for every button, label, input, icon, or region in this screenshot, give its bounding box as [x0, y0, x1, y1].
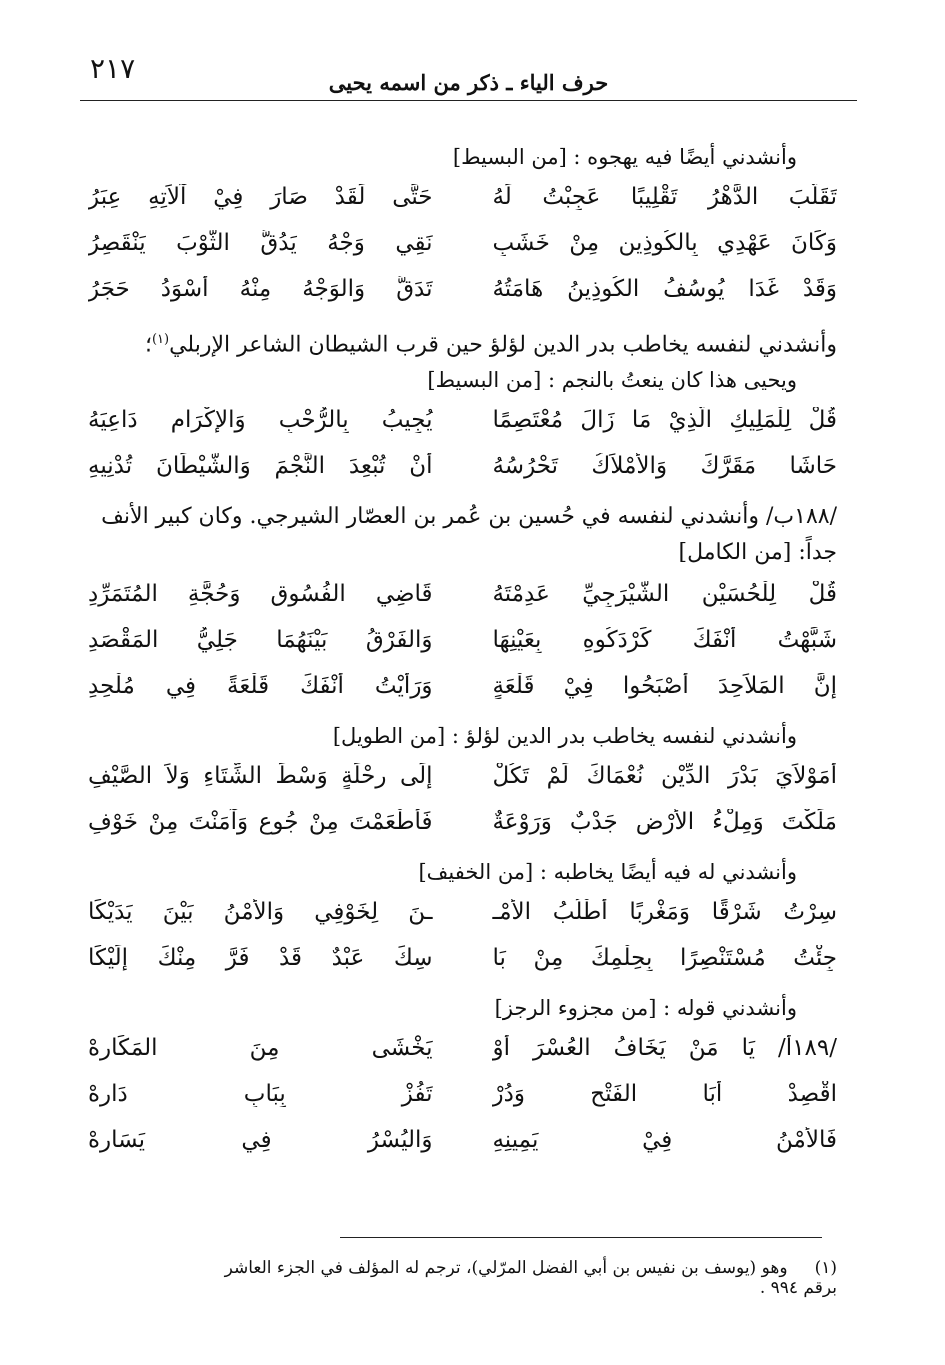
- verse-line: [88, 571, 837, 617]
- poem: [88, 174, 837, 312]
- prose-paragraph: [88, 499, 837, 571]
- block-spacer: [88, 845, 837, 855]
- poem: [88, 397, 837, 489]
- footnote-number: (١): [814, 1258, 837, 1278]
- verse-line: [88, 174, 837, 220]
- second-hemistich: فَأَطْعَمْتَ مِنْ جُوعٍ وَآمَنْتَ مِنْ خَوْفِ: [88, 809, 433, 836]
- verse-line: [88, 266, 837, 312]
- verse-line: [88, 753, 837, 799]
- second-hemistich: حَتَّى لَقَدْ صَارَ فِيْ آلاَتِهِ عِبَرُ: [88, 184, 433, 210]
- second-hemistich: يَخْشَى مِنَ المَكَارِهْ: [88, 1035, 433, 1062]
- second-hemistich: وَاليُسْرُ فِي يَسَارِهْ: [88, 1127, 433, 1154]
- verse-line: [88, 935, 837, 981]
- first-hemistich: قُلْ لِلْحُسَيْنِ الشَّيْرَجِيِّ عَدِمْتَهُ: [492, 581, 837, 608]
- second-hemistich: سِكَ عَبْدٌ قَدْ فَرَّ مِنْكَ إِلَيْكَا: [88, 945, 433, 972]
- footnote-divider: [340, 1237, 822, 1238]
- verse-line: [88, 443, 837, 489]
- block-spacer: [88, 489, 837, 499]
- second-hemistich: يُجِيبُ بِالرُّحْبِ وَالإِكْرَامِ دَاعِيَهُ: [88, 407, 433, 434]
- prose-paragraph: [88, 322, 837, 363]
- verse-line: [88, 617, 837, 663]
- second-hemistich: وَرَأَيْتُ أَنْفَكَ قَلْعَةً فِي مُلْحِدِ: [88, 673, 433, 700]
- first-hemistich: اقْصِدْ أَبَا الفَتْحِ وَدُرْ: [492, 1081, 837, 1108]
- first-hemistich: حَاشَا مَقَرَّكَ وَالأَمْلاَكُ تَحْرُسُهُ: [492, 453, 837, 480]
- paragraph-text: وأنشدني لنفسه يخاطب بدر الدين لؤلؤ حين قرب الشيطان الشاعر الإربلي: [169, 332, 837, 358]
- second-hemistich: أَنْ تُبْعِدَ النَّجْمَ وَالشَّيْطَانَ تُدْنِيهِ: [88, 453, 433, 480]
- first-hemistich: فَالأَمْنُ فِيْ يَمِينِهِ: [492, 1127, 837, 1154]
- first-hemistich: وَقَدْ غَدَا يُوسُفُ الكُوذِينُ هَامَتُهُ: [492, 276, 837, 302]
- verse-line: [88, 397, 837, 443]
- poem: [88, 889, 837, 981]
- poem-intro: ويحيى هذا كان ينعتُ بالنجم : [من البسيط]: [427, 368, 797, 393]
- second-hemistich: وَالفَرْقُ بَيْنَهُمَا جَلِيُّ المَقْصَدِ: [88, 627, 433, 654]
- second-hemistich: ـنَ لِخَوْفِي وَالأَمْنُ بَيْنَ يَدَيْكَا: [88, 899, 433, 926]
- poem: [88, 753, 837, 845]
- poem-intro: وأنشدني قوله : [من مجزوء الرجز]: [494, 996, 797, 1021]
- verse-line: [88, 663, 837, 709]
- page-number: ٢١٧: [90, 52, 136, 85]
- page-header: [80, 52, 857, 101]
- poem-intro: وأنشدني له فيه أيضًا يخاطبه : [من الخفيف]: [418, 860, 797, 885]
- poem-block: [88, 322, 837, 499]
- verse-line: [88, 1117, 837, 1163]
- verse-line: [88, 799, 837, 845]
- footnote-text: وهو (يوسف بن نفيس بن أبي الفضل المرّلي)، ترجم له المؤلف في الجزء العاشر برقم ٩٩٤ .: [224, 1258, 837, 1298]
- footnote-marker: (١): [151, 332, 170, 347]
- verse-line: [88, 889, 837, 935]
- first-hemistich: سِرْتُ شَرْقًا وَمَغْرِبًا أَطْلُبُ الأَمْـ: [492, 899, 837, 926]
- block-spacer: [88, 709, 837, 719]
- poem: [88, 1025, 837, 1163]
- second-hemistich: تَدَقُّ وَالوَجْهُ مِنْهُ أَسْوَدُ حَجَرُ: [88, 276, 433, 302]
- block-spacer: [88, 981, 837, 991]
- first-hemistich: جِئْتُ مُسْتَنْصِرًا بِحِلْمِكَ مِنْ بَا: [492, 945, 837, 972]
- poem: [88, 571, 837, 709]
- poem-block: [88, 140, 837, 322]
- poem-block: [88, 855, 837, 991]
- paragraph-text: /١٨٨ب/ وأنشدني لنفسه في حُسين بن عُمر بن العصّار الشيرجي. وكان كبير الأنف جداً: [من الكامل]: [101, 504, 837, 566]
- verse-line: [88, 220, 837, 266]
- block-spacer: [88, 312, 837, 322]
- block-spacer: [88, 1163, 837, 1173]
- first-hemistich: شَبَّهْتُ أَنْفَكَ كَرْدَكُوهِ بِعَيْنِهَا: [492, 627, 837, 654]
- poem-intro: وأنشدني أيضًا فيه يهجوه : [من البسيط]: [452, 145, 797, 169]
- first-hemistich: وَكَانَ عَهْدِي بِالكُوذِينِ مِنْ خَشَبٍ: [492, 230, 837, 256]
- second-hemistich: تَفُزْ بِبَابِ دَارِهْ: [88, 1081, 433, 1108]
- first-hemistich: /١٨٩أ/ يَا مَنْ يَخَافُ العُسْرَ أَوْ: [492, 1035, 837, 1062]
- first-hemistich: مَلَكْتَ وَمِلْءُ الأَرْضِ جَدْبٌ وَرَوْعَةٌ: [492, 809, 837, 836]
- first-hemistich: إِنَّ المَلاَحِدَ أَصْبَحُوا فِيْ قَلْعَةٍ: [492, 673, 837, 700]
- poem-block: [88, 499, 837, 719]
- second-hemistich: إِلَى رِحْلَةٍ وَسْطَ الشِّتَاءِ وَلاَ الصَّيْفِ: [88, 763, 433, 790]
- running-head: حرف الياء ـ ذكر من اسمه يحيى: [328, 70, 609, 95]
- first-hemistich: قُلْ لِلْمَلِيكِ الَّذِيْ مَا زَالَ مُعْتَصِمًا: [492, 407, 837, 434]
- second-hemistich: قَاضِي الفُسُوقِ وَحُجَّةِ المُتَمَرِّدِ: [88, 581, 433, 608]
- first-hemistich: أَمَوْلاَيَ بَدْرَ الدِّيْنِ نُعْمَاكَ لَمْ تَكُلْ: [492, 763, 837, 790]
- verse-line: [88, 1071, 837, 1117]
- second-hemistich: نَقِي وَجْهُ يَدُقُّ الثَّوْبَ يَنْقَصِرُ: [88, 230, 433, 256]
- first-hemistich: تَقَلَّبَ الدَّهْرُ تَقْلِيبًا عَجِبْتُ لَهُ: [492, 184, 837, 210]
- page-content: [88, 140, 837, 1173]
- poem-intro: وأنشدني لنفسه يخاطب بدر الدين لؤلؤ : [من الطويل]: [332, 724, 797, 749]
- paragraph-punctuation: ؛: [144, 332, 152, 358]
- verse-line: [88, 1025, 837, 1071]
- poem-block: [88, 719, 837, 855]
- poem-block: [88, 991, 837, 1173]
- footnote: [200, 1258, 837, 1298]
